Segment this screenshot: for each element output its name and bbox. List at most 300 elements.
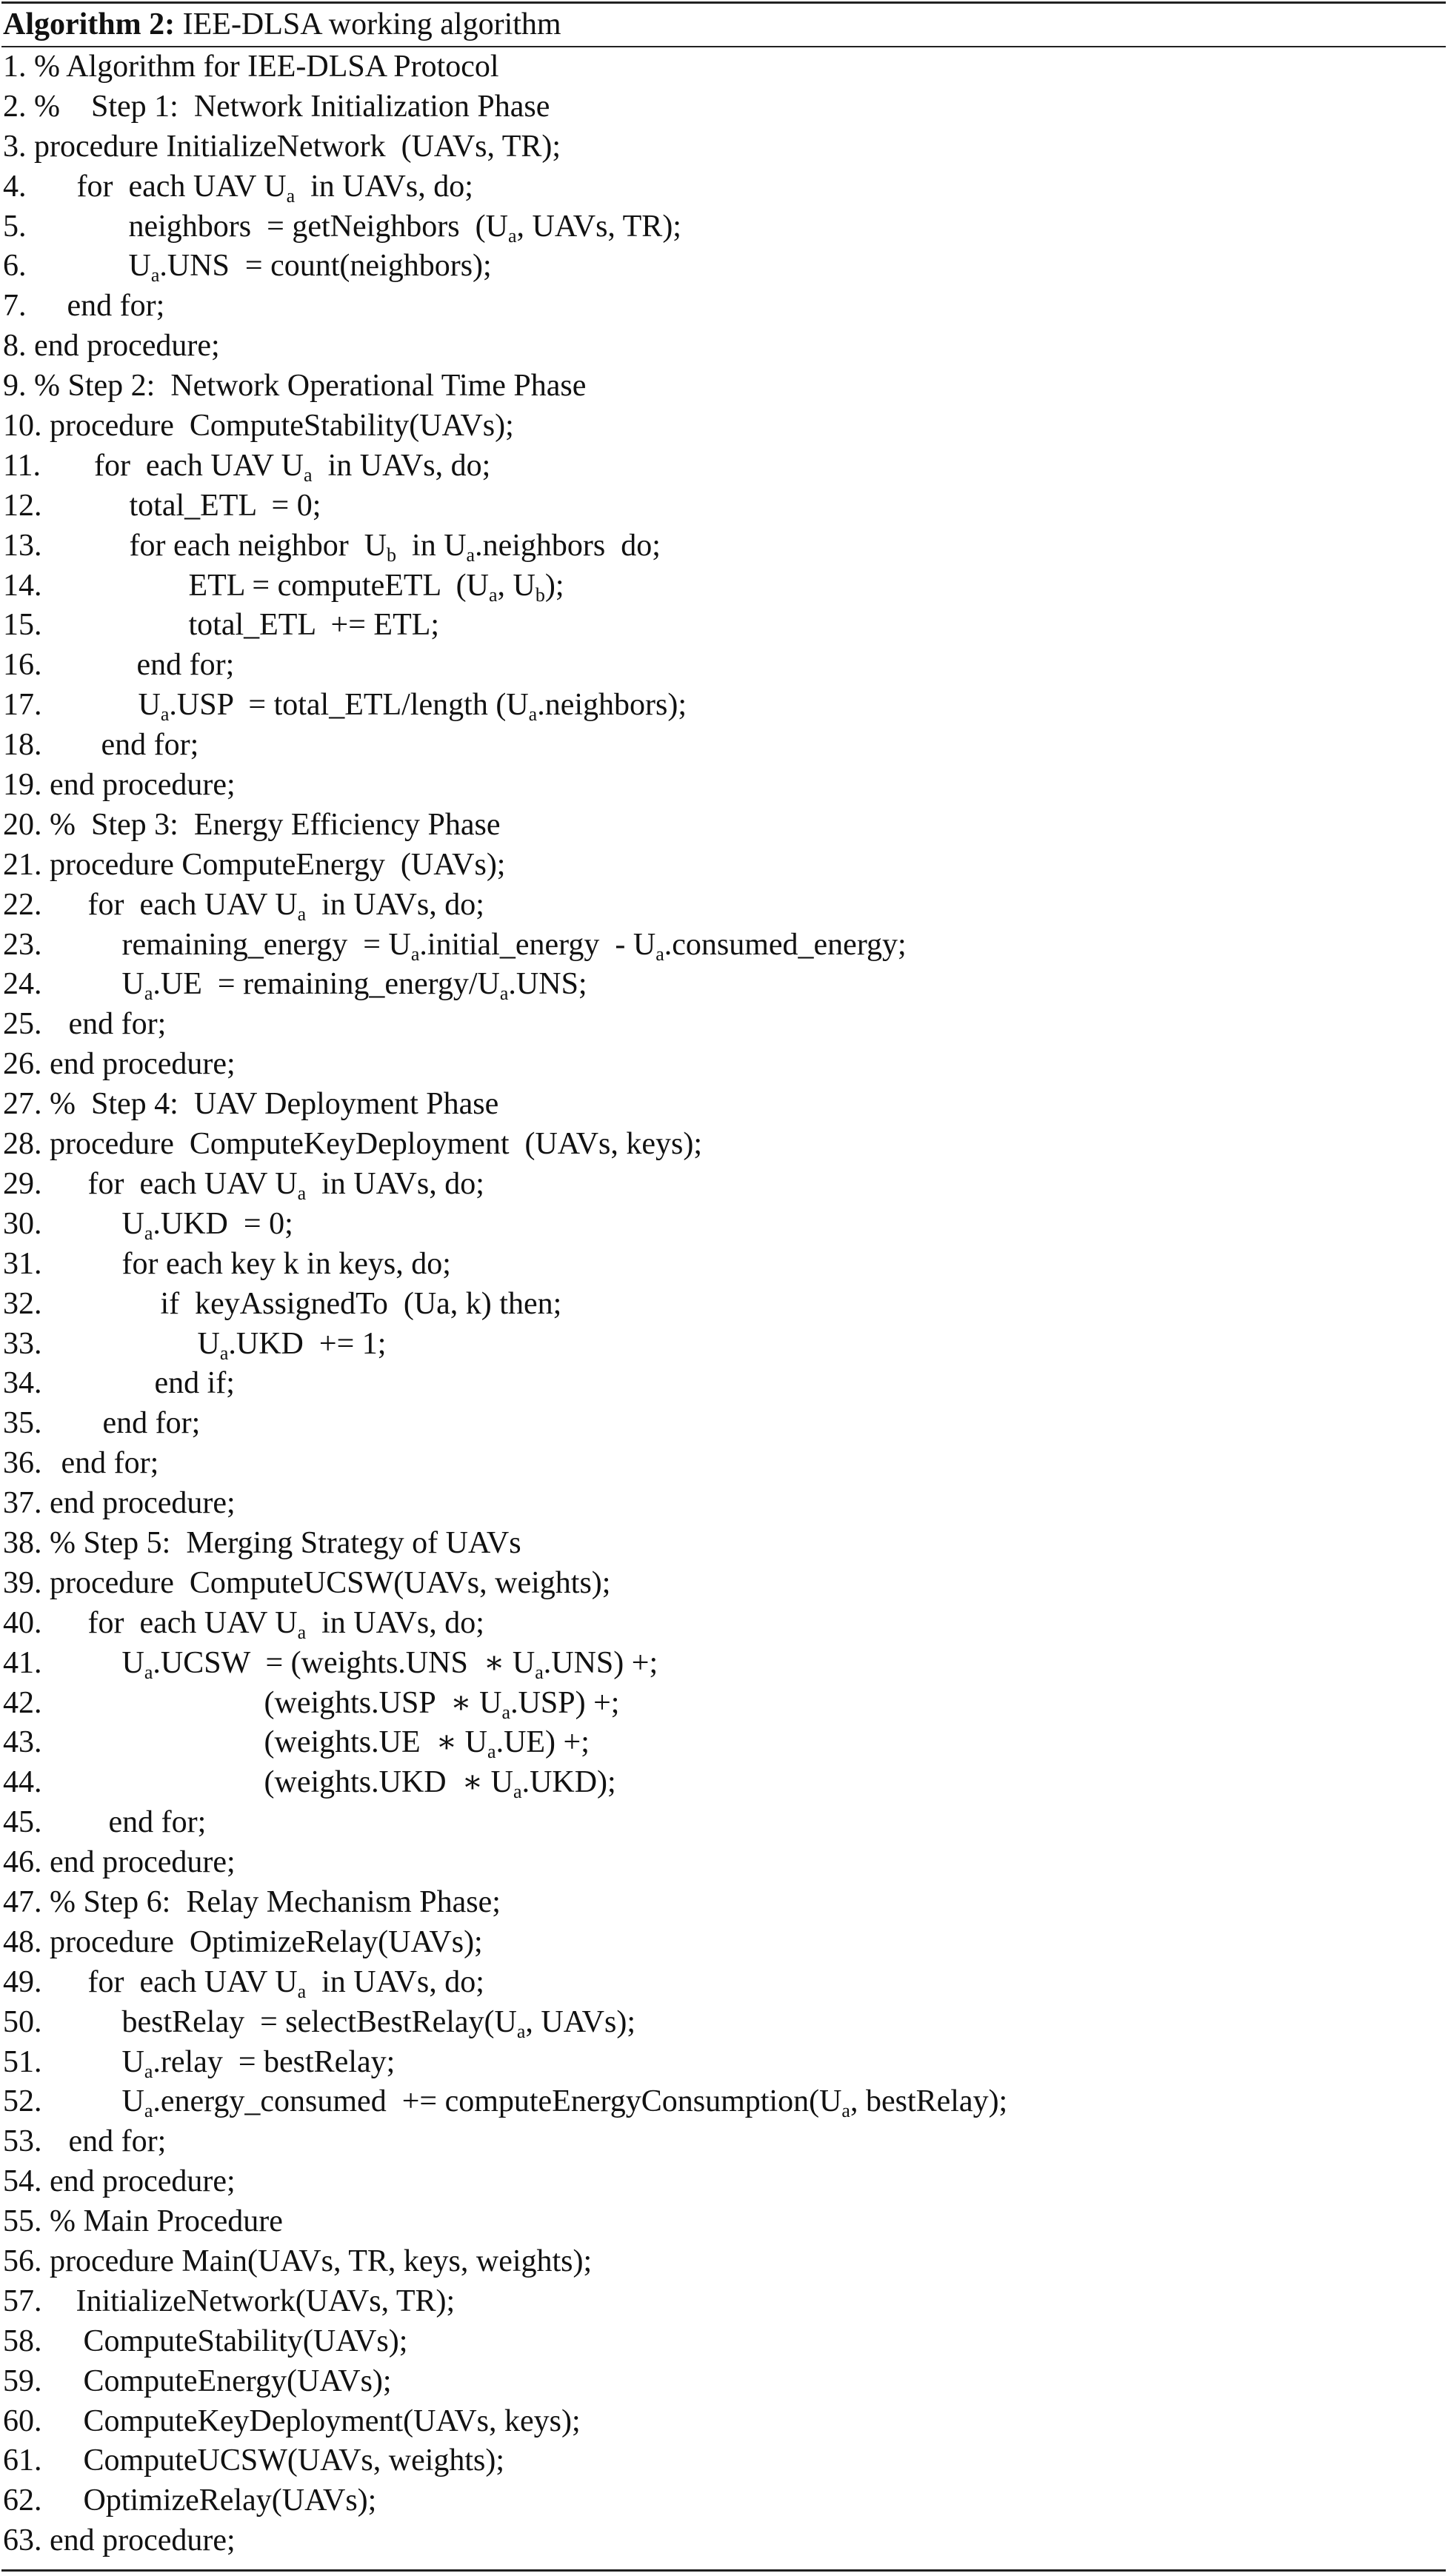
code-text: U <box>121 1645 144 1680</box>
algorithm-line <box>0 1165 1448 1205</box>
code-text: in UAVs, do; <box>306 1605 484 1640</box>
algorithm-line <box>0 846 1448 886</box>
code-text: in U <box>396 528 467 563</box>
line-number: 4. <box>3 169 27 204</box>
line-code <box>122 926 907 966</box>
algorithm-line <box>0 1444 1448 1484</box>
algorithm-line <box>0 766 1448 806</box>
line-number: 47. <box>3 1884 42 1919</box>
line-number: 40. <box>3 1605 42 1640</box>
subscript: a <box>144 1222 153 1244</box>
line-number: 16. <box>3 648 42 683</box>
line-code <box>84 2481 377 2521</box>
subscript: a <box>535 1661 544 1683</box>
line-code <box>130 526 661 566</box>
code-text: .consumed_energy; <box>664 927 907 962</box>
algorithm-line <box>0 1524 1448 1564</box>
algorithm-line <box>0 2003 1448 2043</box>
code-text: for each UAV U <box>87 1964 298 1999</box>
line-code <box>88 1165 484 1205</box>
code-text: .UKD = 0; <box>153 1206 293 1241</box>
code-text: if keyAssignedTo (Ua, k) then; <box>160 1286 562 1321</box>
line-code <box>42 1524 521 1564</box>
algorithm-line <box>0 965 1448 1005</box>
subscript: a <box>841 2100 850 2122</box>
code-text: end for; <box>68 2124 167 2159</box>
code-text: procedure ComputeKeyDeployment (UAVs, keys); <box>41 1127 703 1162</box>
line-code <box>122 2082 1008 2122</box>
code-text: U <box>121 967 144 1002</box>
line-code <box>69 2122 167 2162</box>
line-code <box>264 1723 590 1763</box>
code-text: for each key k in keys, do; <box>121 1246 451 1281</box>
line-code <box>42 2162 236 2202</box>
line-code <box>155 1364 235 1404</box>
line-code <box>94 446 490 486</box>
code-text: .UNS = count(neighbors); <box>159 249 492 284</box>
code-text: .neighbors); <box>537 688 687 723</box>
line-number: 54. <box>3 2164 42 2199</box>
line-code <box>42 2242 593 2282</box>
line-number: 10. <box>3 409 42 444</box>
subscript: a <box>286 184 296 207</box>
line-number: 49. <box>3 1964 42 1999</box>
algorithm-line <box>0 726 1448 766</box>
line-code <box>103 1404 201 1444</box>
code-text: ComputeEnergy(UAVs); <box>83 2363 392 2398</box>
algorithm-title-text: IEE-DLSA working algorithm <box>175 7 561 41</box>
algorithm-lines <box>0 47 1448 2561</box>
algorithm-line <box>0 2441 1448 2481</box>
code-text: procedure InitializeNetwork (UAVs, TR); <box>26 129 561 164</box>
subscript: a <box>150 264 160 287</box>
algorithm-line <box>0 1723 1448 1763</box>
subscript: a <box>410 943 420 965</box>
code-text: (weights.UE ∗ U <box>264 1725 488 1760</box>
algorithm-line <box>0 1843 1448 1883</box>
code-text: end procedure; <box>41 1486 236 1521</box>
code-text: ComputeStability(UAVs); <box>83 2324 408 2358</box>
line-number: 30. <box>3 1206 42 1241</box>
line-number: 51. <box>3 2044 42 2079</box>
algorithm-line <box>0 646 1448 686</box>
line-number: 5. <box>3 209 27 244</box>
code-text: end for; <box>108 1805 207 1840</box>
line-code <box>67 287 165 327</box>
line-number: 3. <box>3 129 27 164</box>
code-text: in UAVs, do; <box>295 169 473 204</box>
line-number: 6. <box>3 249 27 284</box>
line-number: 56. <box>3 2244 42 2278</box>
code-text: , bestRelay); <box>850 2084 1008 2119</box>
code-text: for each UAV U <box>87 1166 298 1201</box>
line-number: 15. <box>3 608 42 643</box>
algorithm-line <box>0 1684 1448 1724</box>
code-text: , UAVs); <box>525 2004 636 2039</box>
algorithm-line <box>0 87 1448 127</box>
algorithm-line <box>0 127 1448 167</box>
subscript: a <box>297 1182 307 1204</box>
line-number: 19. <box>3 768 42 803</box>
code-text: total_ETL = 0; <box>129 488 321 523</box>
algorithm-line <box>0 2082 1448 2122</box>
code-text: ComputeKeyDeployment(UAVs, keys); <box>83 2403 581 2438</box>
algorithm-line <box>0 566 1448 606</box>
line-code <box>77 167 473 207</box>
code-text: (weights.USP ∗ U <box>264 1685 502 1720</box>
line-code <box>129 247 492 287</box>
line-code <box>42 1843 236 1883</box>
code-text: end for; <box>102 1406 201 1441</box>
line-number: 20. <box>3 807 42 842</box>
code-text: % Step 3: Energy Efficiency Phase <box>41 807 501 842</box>
code-text: procedure ComputeEnergy (UAVs); <box>41 847 506 882</box>
algorithm-line <box>0 2043 1448 2083</box>
line-number: 12. <box>3 488 42 523</box>
code-text: U <box>128 249 151 284</box>
algorithm-line <box>0 606 1448 646</box>
algorithm-line <box>0 526 1448 566</box>
code-text: ); <box>544 568 564 603</box>
algorithm-line <box>0 2122 1448 2162</box>
line-number: 8. <box>3 329 27 364</box>
algorithm-line <box>0 926 1448 966</box>
algorithm-line <box>0 1803 1448 1843</box>
code-text: .neighbors do; <box>475 528 661 563</box>
line-code <box>42 407 514 446</box>
algorithm-line <box>0 2521 1448 2561</box>
code-text: % Step 6: Relay Mechanism Phase; <box>41 1884 501 1919</box>
code-text: .UE) +; <box>496 1725 590 1760</box>
code-text: end if; <box>154 1366 235 1401</box>
line-code <box>88 1604 484 1644</box>
line-code <box>109 1803 207 1843</box>
subscript: a <box>528 703 538 726</box>
algorithm-line <box>0 2282 1448 2322</box>
algorithm-line <box>0 287 1448 327</box>
line-code <box>27 327 220 367</box>
subscript: a <box>499 983 509 1005</box>
code-text: for each UAV U <box>87 887 298 922</box>
line-number: 63. <box>3 2523 42 2558</box>
subscript: a <box>501 1701 511 1723</box>
algorithm-line <box>0 1484 1448 1524</box>
line-number: 55. <box>3 2204 42 2239</box>
algorithm-line <box>0 1604 1448 1644</box>
line-code <box>27 87 550 127</box>
algorithm-line <box>0 1763 1448 1803</box>
code-text: % Step 5: Merging Strategy of UAVs <box>41 1525 521 1560</box>
line-number: 23. <box>3 927 42 962</box>
line-code <box>122 2043 396 2083</box>
line-number: 14. <box>3 568 42 603</box>
code-text: % Main Procedure <box>41 2204 283 2239</box>
line-code <box>122 1205 293 1245</box>
line-number: 2. <box>3 89 27 124</box>
line-code <box>139 686 687 726</box>
subscript: a <box>144 2060 153 2082</box>
code-text: for each UAV U <box>76 169 287 204</box>
line-code <box>42 1923 483 1963</box>
code-text: ComputeUCSW(UAVs, weights); <box>83 2443 505 2478</box>
code-text: end procedure; <box>41 1047 236 1082</box>
line-number: 35. <box>3 1406 42 1441</box>
algorithm-line <box>0 1644 1448 1684</box>
line-code <box>122 2003 636 2043</box>
code-text: .UE = remaining_energy/U <box>153 967 500 1002</box>
code-text: U <box>197 1326 220 1361</box>
code-text: .UKD); <box>521 1765 616 1800</box>
line-code <box>42 1484 236 1524</box>
subscript: a <box>487 1741 496 1763</box>
line-code <box>189 606 440 646</box>
code-text: in UAVs, do; <box>312 448 491 483</box>
code-text: procedure ComputeStability(UAVs); <box>41 409 514 444</box>
line-number: 62. <box>3 2483 42 2518</box>
line-code <box>101 726 199 766</box>
line-number: 41. <box>3 1645 42 1680</box>
algorithm-line <box>0 1005 1448 1045</box>
algorithm-line <box>0 806 1448 846</box>
subscript: a <box>219 1342 229 1364</box>
algorithm-line <box>0 207 1448 247</box>
code-text: % Step 2: Network Operational Time Phase <box>26 369 587 404</box>
code-text: end for; <box>101 728 199 763</box>
line-code <box>42 1045 236 1085</box>
line-number: 53. <box>3 2124 42 2159</box>
line-number: 34. <box>3 1366 42 1401</box>
algorithm-line <box>0 1923 1448 1963</box>
code-text: procedure Main(UAVs, TR, keys, weights); <box>41 2244 593 2278</box>
code-text: U <box>121 2044 144 2079</box>
code-text: end procedure; <box>41 768 236 803</box>
algorithm-title <box>3 3 561 46</box>
line-number: 29. <box>3 1166 42 1201</box>
line-number: 7. <box>3 289 27 324</box>
code-text: InitializeNetwork(UAVs, TR); <box>76 2284 456 2318</box>
code-text: ETL = computeETL (U <box>188 568 489 603</box>
line-code <box>42 806 501 846</box>
subscript: b <box>535 583 545 606</box>
code-text: end for; <box>136 648 235 683</box>
line-number: 37. <box>3 1486 42 1521</box>
algorithm-line <box>0 1883 1448 1923</box>
algorithm-line <box>0 2202 1448 2242</box>
code-text: % Step 1: Network Initialization Phase <box>26 89 550 124</box>
code-text: (weights.UKD ∗ U <box>264 1765 514 1800</box>
line-code <box>27 367 587 407</box>
code-text: in UAVs, do; <box>306 1964 484 1999</box>
algorithm-line <box>0 2162 1448 2202</box>
code-text: end procedure; <box>26 329 220 364</box>
line-number: 1. <box>3 50 27 84</box>
algorithm-line <box>0 1963 1448 2003</box>
line-code <box>129 207 681 247</box>
code-text: , U <box>497 568 536 603</box>
code-text: bestRelay = selectBestRelay(U <box>121 2004 517 2039</box>
code-text: end for; <box>61 1446 159 1481</box>
code-text: procedure ComputeUCSW(UAVs, weights); <box>41 1565 611 1600</box>
line-number: 60. <box>3 2403 42 2438</box>
line-code <box>84 2402 581 2442</box>
line-number: 31. <box>3 1246 42 1281</box>
code-text: .UNS; <box>508 967 587 1002</box>
line-code <box>84 2441 505 2481</box>
algorithm-line <box>0 1404 1448 1444</box>
subscript: a <box>144 1661 153 1683</box>
line-number: 28. <box>3 1127 42 1162</box>
code-text: neighbors = getNeighbors (U <box>128 209 508 244</box>
line-number: 38. <box>3 1525 42 1560</box>
line-number: 44. <box>3 1765 42 1800</box>
code-text: end for; <box>67 289 165 324</box>
line-code <box>42 1125 703 1165</box>
algorithm-line <box>0 407 1448 446</box>
subscript: a <box>144 983 153 1005</box>
algorithm-line <box>0 2481 1448 2521</box>
code-text: U <box>138 688 161 723</box>
line-code <box>137 646 235 686</box>
line-number: 59. <box>3 2363 42 2398</box>
line-number: 33. <box>3 1326 42 1361</box>
subscript: a <box>488 583 498 606</box>
algorithm-line <box>0 1564 1448 1604</box>
line-code <box>61 1444 159 1484</box>
line-number: 45. <box>3 1805 42 1840</box>
line-number: 42. <box>3 1685 42 1720</box>
code-text: .initial_energy - U <box>419 927 656 962</box>
subscript: a <box>516 2020 526 2042</box>
code-text: U <box>121 1206 144 1241</box>
line-number: 22. <box>3 887 42 922</box>
line-code <box>122 1245 451 1285</box>
line-code <box>88 886 484 926</box>
subscript: a <box>507 224 517 247</box>
line-number: 32. <box>3 1286 42 1321</box>
algorithm-line <box>0 1245 1448 1285</box>
line-number: 18. <box>3 728 42 763</box>
code-text: in UAVs, do; <box>306 887 484 922</box>
algorithm-line <box>0 1085 1448 1125</box>
code-text: .USP = total_ETL/length (U <box>169 688 529 723</box>
line-code <box>84 2322 408 2362</box>
code-text: remaining_energy = U <box>121 927 411 962</box>
line-number: 39. <box>3 1565 42 1600</box>
line-number: 50. <box>3 2004 42 2039</box>
algorithm-line <box>0 1045 1448 1085</box>
code-text: .UKD += 1; <box>228 1326 387 1361</box>
code-text: end procedure; <box>41 2164 236 2199</box>
code-text: U <box>121 2084 144 2119</box>
subscript: b <box>387 543 397 566</box>
code-text: , UAVs, TR); <box>516 209 681 244</box>
algorithm-line <box>0 367 1448 407</box>
algorithm-line <box>0 2322 1448 2362</box>
line-code <box>161 1285 562 1325</box>
algorithm-line <box>0 47 1448 87</box>
code-text: end procedure; <box>41 2523 236 2558</box>
line-code <box>189 566 564 606</box>
algorithm-line <box>0 2362 1448 2402</box>
line-code <box>122 1644 658 1684</box>
code-text: .energy_consumed += computeEnergyConsumption(U <box>153 2084 842 2119</box>
line-code <box>42 1883 501 1923</box>
algorithm-title-label: Algorithm 2: <box>3 7 176 41</box>
algorithm-line <box>0 686 1448 726</box>
algorithm-line <box>0 1364 1448 1404</box>
algorithm-line <box>0 1205 1448 1245</box>
algorithm-line <box>0 1125 1448 1165</box>
line-number: 46. <box>3 1845 42 1880</box>
algorithm-line <box>0 1325 1448 1365</box>
code-text: .UNS) +; <box>543 1645 658 1680</box>
line-code <box>42 766 236 806</box>
algorithm-line <box>0 486 1448 526</box>
code-text: for each UAV U <box>93 448 304 483</box>
line-code <box>264 1684 620 1724</box>
line-code <box>27 47 499 87</box>
code-text: in UAVs, do; <box>306 1166 484 1201</box>
line-number: 48. <box>3 1924 42 1959</box>
subscript: a <box>513 1781 522 1803</box>
line-number: 61. <box>3 2443 42 2478</box>
algorithm-line <box>0 167 1448 207</box>
code-text: .USP) +; <box>510 1685 620 1720</box>
line-number: 25. <box>3 1007 42 1042</box>
line-code <box>76 2282 456 2322</box>
code-text: procedure OptimizeRelay(UAVs); <box>41 1924 483 1959</box>
algorithm-line <box>0 446 1448 486</box>
subscript: a <box>297 1621 307 1643</box>
line-code <box>42 2521 236 2561</box>
line-number: 43. <box>3 1725 42 1760</box>
code-text: for each neighbor U <box>129 528 387 563</box>
line-number: 26. <box>3 1047 42 1082</box>
line-code <box>88 1963 484 2003</box>
line-number: 9. <box>3 369 27 404</box>
line-code <box>264 1763 616 1803</box>
line-code <box>42 2202 283 2242</box>
code-text: .UCSW = (weights.UNS ∗ U <box>153 1645 536 1680</box>
line-number: 36. <box>3 1446 42 1481</box>
bottom-rule <box>1 2569 1446 2572</box>
algorithm-line <box>0 327 1448 367</box>
algorithm-line <box>0 1285 1448 1325</box>
line-number: 57. <box>3 2284 42 2318</box>
line-code <box>69 1005 167 1045</box>
line-code <box>122 965 587 1005</box>
subscript: a <box>466 543 476 566</box>
subscript: a <box>144 2100 153 2122</box>
subscript: a <box>160 703 170 726</box>
line-code <box>198 1325 387 1365</box>
subscript: a <box>655 943 664 965</box>
subscript: a <box>297 1980 307 2002</box>
line-number: 17. <box>3 688 42 723</box>
code-text: end for; <box>68 1007 167 1042</box>
subscript: a <box>304 464 313 486</box>
line-number: 24. <box>3 967 42 1002</box>
line-code <box>42 846 506 886</box>
algorithm-line <box>0 886 1448 926</box>
code-text: for each UAV U <box>87 1605 298 1640</box>
line-number: 58. <box>3 2324 42 2358</box>
line-code <box>42 1564 611 1604</box>
line-number: 52. <box>3 2084 42 2119</box>
algorithm-line <box>0 2402 1448 2442</box>
line-number: 11. <box>3 448 41 483</box>
line-code <box>84 2362 392 2402</box>
